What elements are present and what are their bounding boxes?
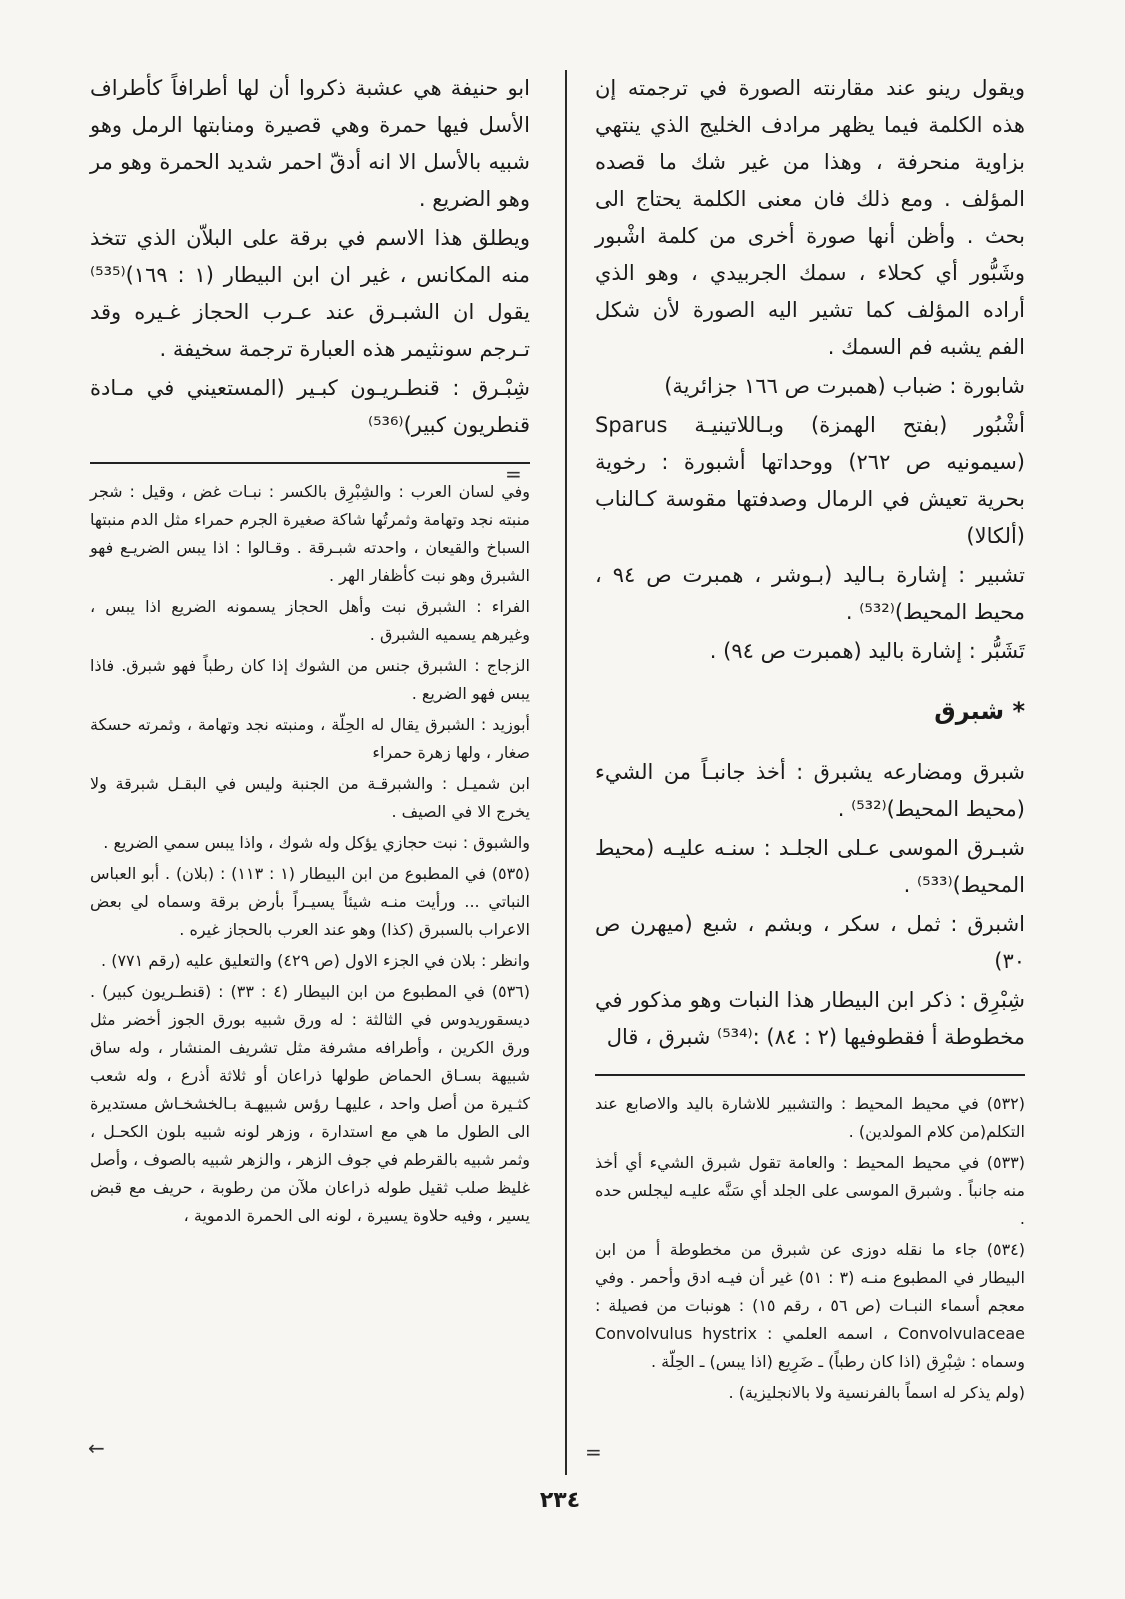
footnote: الفراء : الشبرق نبت وأهل الحجاز يسمونه الضريع اذا يبس ، وغيرهم يسميه الشبرق . — [90, 597, 530, 644]
paragraph: ويطلق هذا الاسم في برقة على البلاّن الذي تتخذ منه المكانس ، غير ان ابن البيطار (١ : ١٦٩)⁽⁵³⁵⁾ يقول ان الشبـرق عند عـرب الحجاز غـيره وقد تـرجم سونثيمر هذه العبارة ترجمة سخيفة . — [90, 226, 530, 361]
footnote: (٥٣٣) في محيط المحيط : والعامة تقول شبرق الشيء أي أخذ منه جانباً . وشبرق الموسى على الجلد أي سَنَّه عليـه ليجلس حده . — [595, 1153, 1025, 1228]
paragraph: ويقول رينو عند مقارنته الصورة في ترجمته إن هذه الكلمة فيما يظهر مرادف الخليج الذي ينتهي بزاوية منحرفة ، وهذا من غير شك ما قصده المؤلف . ومع ذلك فان معنى الكلمة يحتاج الى بحث . وأظن أنها صورة أخرى من كلمة اشْبور وشَبُّور أي كحلاء ، سمك الجربيدي ، وهو الذي أراده المؤلف كما تشير اليه الصورة لأن شكل الفم يشبه فم السمك . — [595, 76, 1025, 359]
footnote: ابن شميـل : والشبرقـة من الجنبة وليس في البقـل شبرقة ولا يخرج الا في الصيف . — [90, 774, 530, 821]
paragraph: أشْبُور (بفتح الهمزة) وبـاللاتينيـة Sparus (سيمونيه ص ٢٦٢) ووحداتها أشبورة : رخوية بحرية تعيش في الرمال وصدفتها مقوسة كـالناب (ألكالا) — [595, 413, 1025, 548]
paragraph: شبرق ومضارعه يشبرق : أخذ جانبـاً من الشيء (محيط المحيط)⁽⁵³²⁾ . — [595, 760, 1025, 821]
paragraph: تشبير : إشارة بـاليد (بـوشر ، همبرت ص ٩٤ ، محيط المحيط)⁽⁵³²⁾ . — [595, 563, 1025, 624]
right-column — [595, 70, 1025, 1410]
footnote: الزجاج : الشبرق جنس من الشوك إذا كان رطباً فهو شبرق. فاذا يبس فهو الضريع . — [90, 656, 530, 703]
entry-heading: * شبرق — [934, 697, 1025, 725]
paragraph: ابو حنيفة هي عشبة ذكروا أن لها أطرافاً كأطراف الأسل فيها حمرة وهي قصيرة ومنابتها الرمل وهو شبيه بالأسل الا انه أدقّ احمر شديد الحمرة وهو مر وهو الضريع . — [90, 76, 530, 211]
footnote-continuation-mark: = — [585, 1440, 602, 1464]
footnote: (ولم يذكر له اسماً بالفرنسية ولا بالانجليزية) . — [728, 1383, 1025, 1402]
left-column — [90, 70, 530, 1233]
footnote: (٥٣٢) في محيط المحيط : والتشبير للاشارة باليد والاصابع عند التكلم(من كلام المولدين) . — [595, 1094, 1025, 1141]
footnote: (٥٣٤) جاء ما نقله دوزى عن شبرق من مخطوطة أ من ابن البيطار في المطبوع منـه (٣ : ٥١) غير أن فيـه ادق وأحمر . وفي معجم أسماء النبـات (ص ٥٦ ، رقم ١٥) : هونبات من فصيلة : Convolvulaceae ، اسمه العلمي : Convolvulus hystrix وسماه : شِبْرِق (اذا كان رطباً) ـ ضَرِيع (اذا يبس) ـ الحِلّة . — [595, 1240, 1025, 1371]
footnote-rule — [595, 1074, 1025, 1076]
left-footnotes — [90, 478, 530, 1230]
left-main-text — [90, 70, 530, 444]
continued-arrow-icon: ← — [88, 1436, 105, 1460]
right-footnotes — [595, 1090, 1025, 1407]
footnote: وفي لسان العرب : والشِبْرِق بالكسر : نبـات غض ، وقيل : شجر منبته نجد وتهامة وثمرتُها شاكة صغيرة الجرم حمراء مثل الدم منبتها السباخ والقيعان ، واحدته شبـرقة . وقـالوا : اذا يبس الضريـع فهو الشبرق وهو نبت كأظفار الهر . — [90, 482, 530, 585]
paragraph: شِبْـرق : قنطـريـون كبـير (المستعيني في مـادة قنطريون كبير)⁽⁵³⁶⁾ — [90, 376, 530, 437]
footnote-continuation-mark: = — [505, 462, 522, 486]
footnote: (٥٣٥) في المطبوع من ابن البيطار (١ : ١١٣) : (بلان) . أبو العباس النباتي ... ورأيت منـه شيئاً يسيـراً بأرض برقة وسماه لي بعض الاعراب بالسبرق (كذا) وهو عند العرب بالحجاز غيره . — [90, 864, 530, 939]
paragraph: شبـرق الموسى عـلى الجلـد : سنـه عليـه (محيط المحيط)⁽⁵³³⁾ . — [595, 836, 1025, 897]
page-number: ٢٣٤ — [539, 1488, 581, 1513]
footnote: والشبوق : نبت حجازي يؤكل وله شوك ، واذا يبس سمي الضريع . — [103, 833, 530, 852]
paragraph: اشبرق : ثمل ، سكر ، وبشم ، شبع (ميهرن ص ٣٠) — [595, 912, 1025, 973]
footnote: أبوزيد : الشبرق يقال له الحِلّة ، ومنبته نجد وتهامة ، وثمرته حسكة صغار ، ولها زهرة حمراء — [90, 715, 530, 762]
footnote-rule — [90, 462, 530, 464]
footnote: وانظر : بلان في الجزء الاول (ص ٤٢٩) والتعليق عليه (رقم ٧٧١) . — [101, 951, 530, 970]
paragraph: شابورة : ضباب (همبرت ص ١٦٦ جزائرية) — [664, 374, 1025, 398]
paragraph: تَشَبُّر : إشارة باليد (همبرت ص ٩٤) . — [709, 639, 1025, 663]
column-divider — [565, 70, 567, 1475]
paragraph: شِبْرِق : ذكر ابن البيطار هذا النبات وهو مذكور في مخطوطة أ فقطوفيها (٢ : ٨٤) :⁽⁵³⁴⁾ شبرق ، قال — [595, 988, 1025, 1049]
footnote: (٥٣٦) في المطبوع من ابن البيطار (٤ : ٣٣) : (قنطـريون كبير) . ديسقوريدوس في الثالثة : له ورق شبيه بورق الجوز أخضر مثل ورق الكرين ، وأطرافه مشرفة مثل تشريف المنشار ، وله ساق شبيهة بسـاق الحماض طولها ذراعان أو ثلاثة أذرع ، وله شعب كثـيرة من أصل واحد ، عليهـا رؤس شبيهـة بـالخشخـاش مستديرة الى الطول ما هي مع استدارة ، وزهر لونه شبيه بلون الكحـل ، وثمر شبيه بالقرطم في جوف الزهر ، والزهر شبيه بالصوف ، وأصل غليظ صلب ثقيل طوله ذراعان ملآن من رطوبة ، حريف مع قبض يسير ، وفيه حلاوة يسيرة ، لونه الى الحمرة الدموية ، — [90, 982, 531, 1225]
right-main-text — [595, 70, 1025, 1056]
